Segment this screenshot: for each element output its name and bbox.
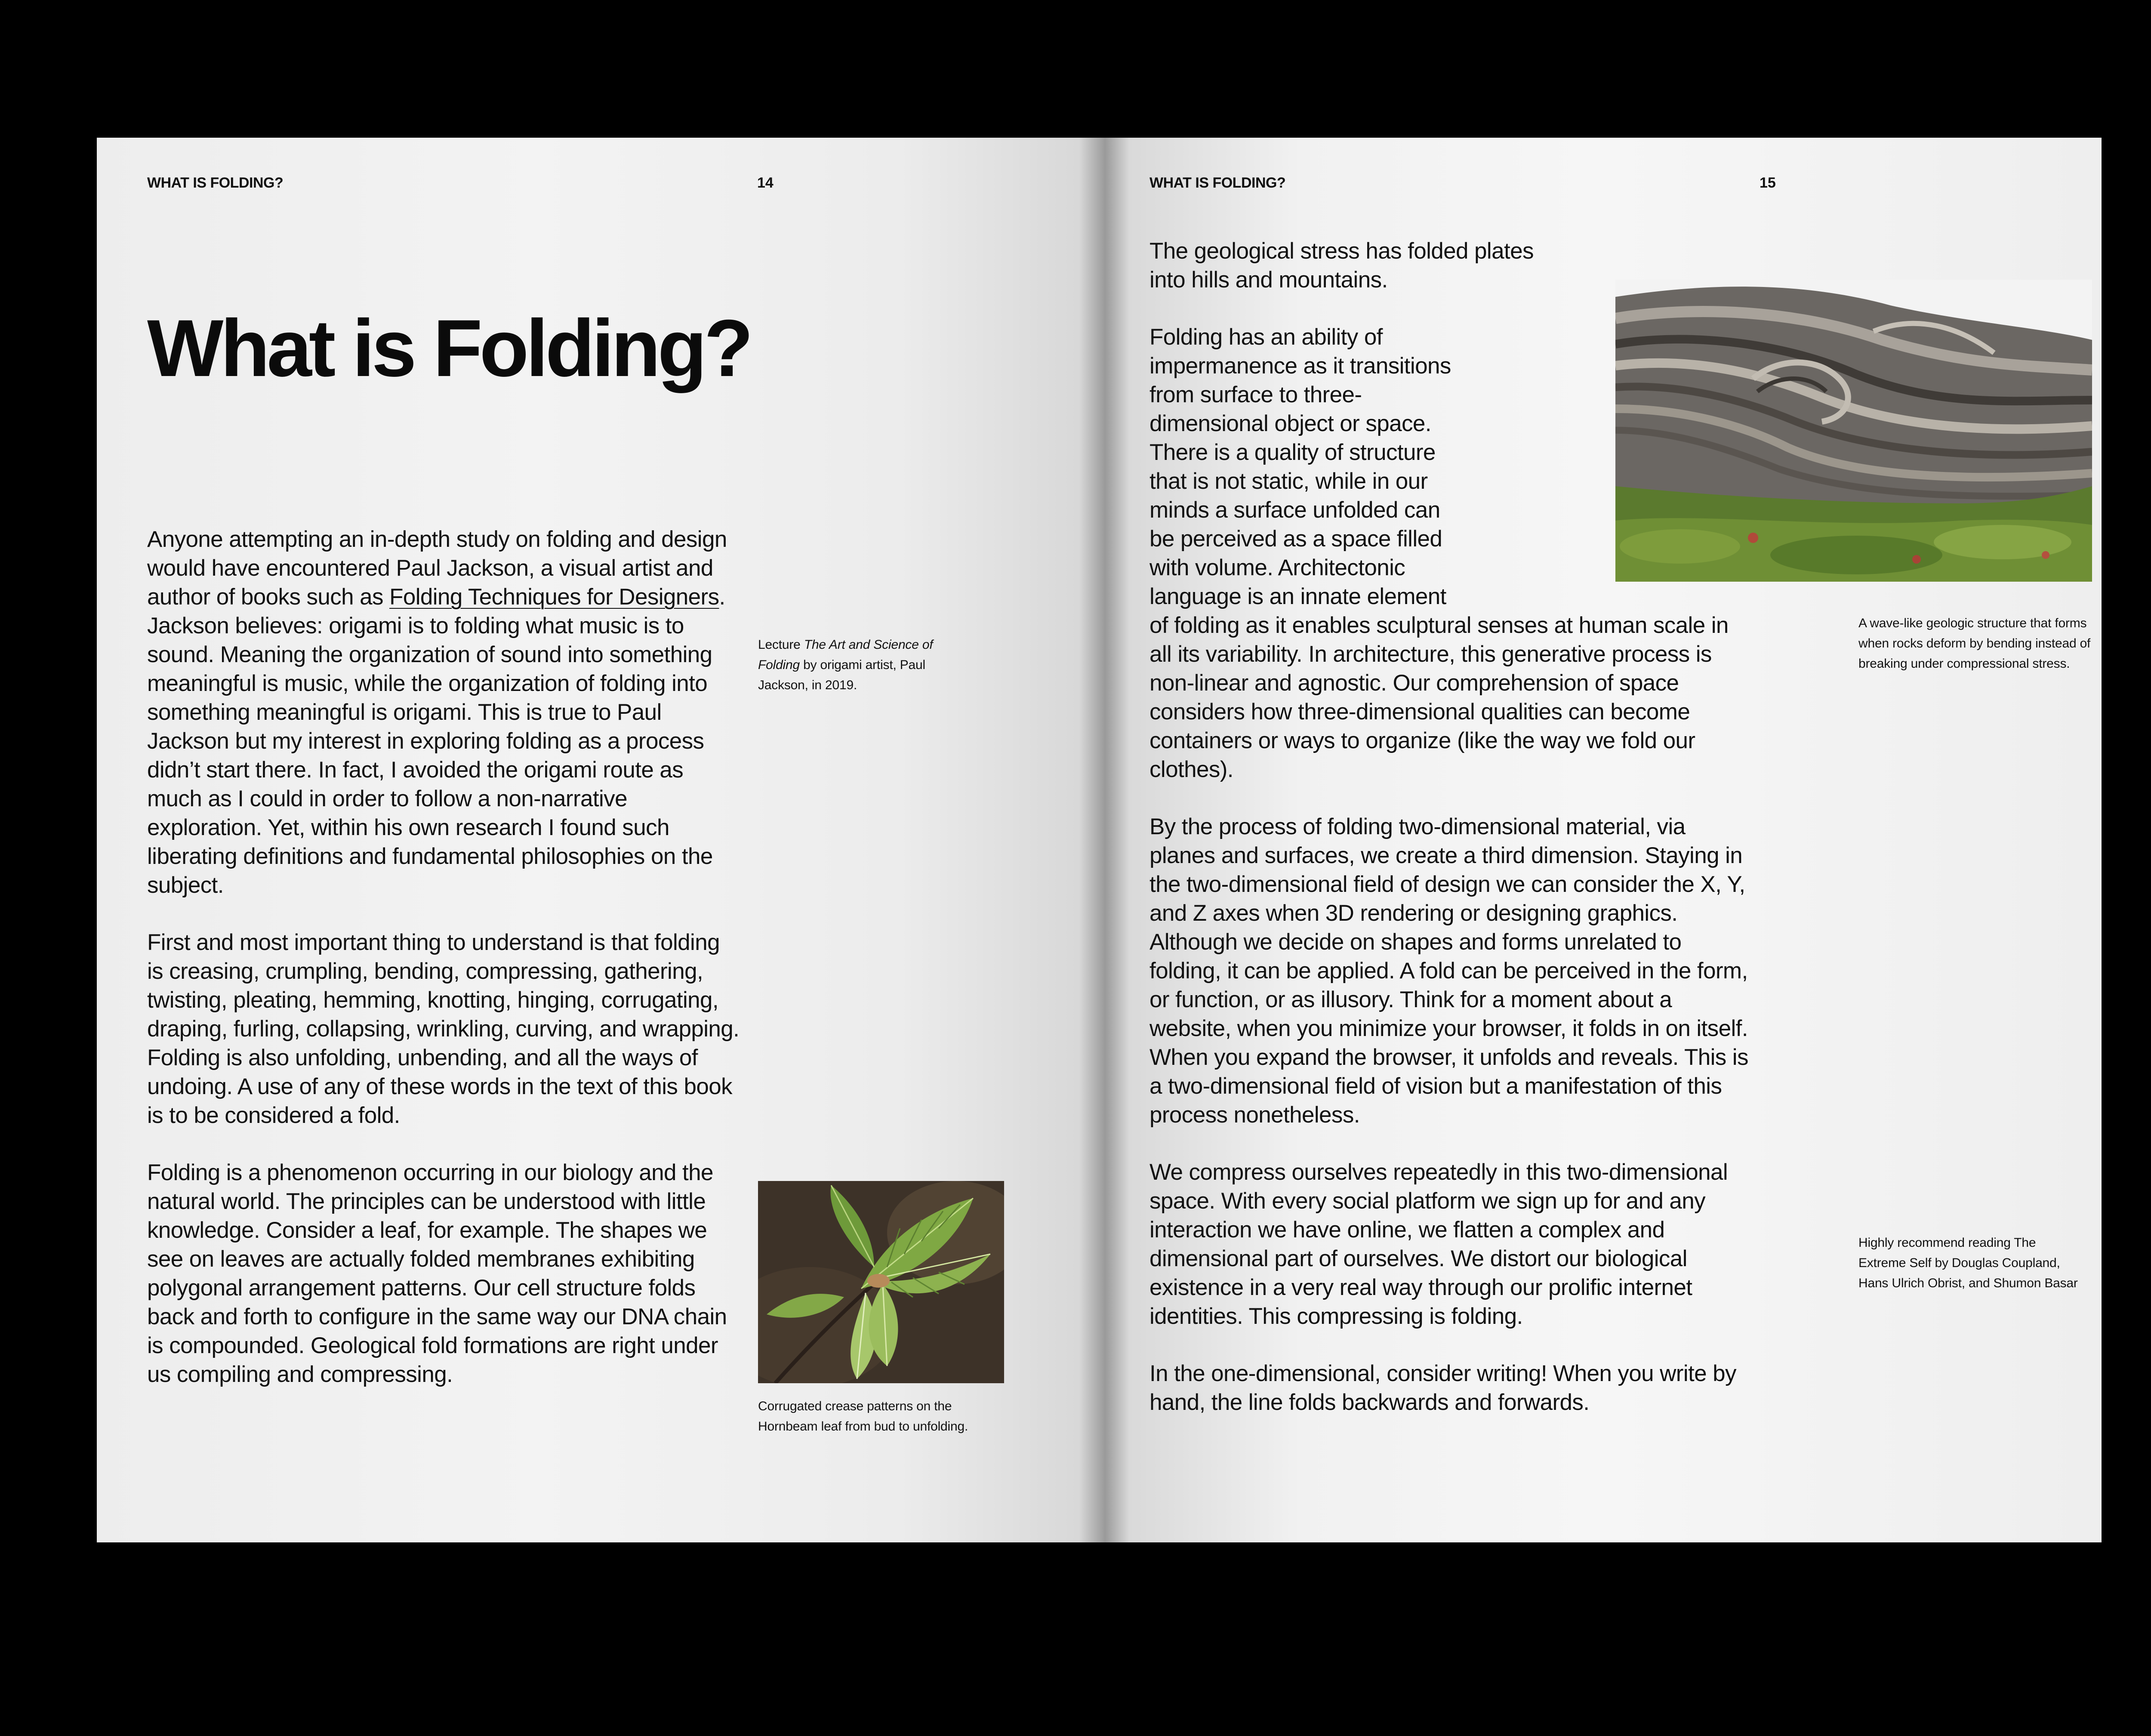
text-line: minds a surface unfolded can xyxy=(1149,497,1440,523)
text-line: with volume. Architectonic xyxy=(1149,555,1405,580)
page-title: What is Folding? xyxy=(147,303,751,393)
text-line: dimensional object or space. xyxy=(1149,411,1431,436)
body-paragraph: Folding is a phenomenon occurring in our biology and the natural world. The principles can be understood with little knowledge. Consider a leaf, for example. The shapes we see on leaves are actually folded membranes exhibiting polygonal arrangement patterns. Our cell structure folds back and forth to configure in the same way our DNA chain is compounded. Geological fold formations are right under us compiling and compressing. xyxy=(147,1160,727,1387)
text-line: from surface to three- xyxy=(1149,382,1362,407)
text-line: Folding has an ability of xyxy=(1149,324,1383,350)
left-page xyxy=(97,138,1099,1542)
caption-title: The Art and Science of Folding xyxy=(758,638,933,672)
body-paragraph: By the process of folding two-dimensional material, via planes and surfaces, we create a third dimension. Staying in the two-dimensional field of design we can consider the X, Y, and Z axes when 3D rendering or designing graphics. Although we decide on shapes and forms unrelated to folding, it can be applied. A fold can be perceived in the form, or function, or as illusory. Think for a moment about a website, when you minimize your browser, it folds in on itself. When you expand the browser, it unfolds and reveals. This is a two-dimensional field of vision but a manifestation of this process nonetheless. xyxy=(1149,814,1748,1128)
body-paragraph xyxy=(147,525,741,900)
page-number: 15 xyxy=(1760,175,1776,191)
caption-text: by origami artist, Paul Jackson, in 2019. xyxy=(758,658,925,692)
body-paragraph: The geological stress has folded plates into hills and mountains. xyxy=(1149,238,1534,293)
leaf-photo-caption: Corrugated crease patterns on the Hornbeam leaf from bud to unfolding. xyxy=(758,1399,968,1434)
book-title-link[interactable]: Folding Techniques for Designers xyxy=(389,584,719,610)
body-text-column xyxy=(147,525,741,1417)
sidenote-caption xyxy=(758,635,973,695)
page-number: 14 xyxy=(757,175,773,191)
paragraph-text: . Jackson believes: origami is to folding what music is to sound. Meaning the organization of sound into something meaningful is music, while the organization of folding into something meaningful is origami. This is true to Paul Jackson but my interest in exploring folding as a process didn’t start there. In fact, I avoided the origami route as much as I could in order to follow a non-narrative exploration. Yet, within his own research I found such liberating definitions and fundamental philosophies on the subject. xyxy=(147,584,725,898)
magazine-spread xyxy=(97,138,2102,1542)
paragraph-text: of folding as it enables sculptural senses at human scale in all its variability. In architecture, this generative process is non-linear and agnostic. Our comprehension of space considers how three-dimensional qualities can become containers or ways to organize (like the way we fold our clothes). xyxy=(1149,613,1729,782)
reading-recommendation-caption: Highly recommend reading The Extreme Self by Douglas Coupland, Hans Ulrich Obrist, and Shumon Basar xyxy=(1858,1236,2078,1290)
rock-photo-caption: A wave-like geologic structure that forms when rocks deform by bending instead of breaking under compressional stress. xyxy=(1858,616,2091,671)
running-head: WHAT IS FOLDING? xyxy=(1149,175,1286,191)
text-line: language is an innate element xyxy=(1149,584,1446,609)
paragraph-text: Anyone attempting an in-depth study on folding and design would have encountered Paul Jackson, a visual artist and author of books such as xyxy=(147,527,727,610)
folded-rock-photo xyxy=(1615,280,2092,582)
text-line: impermanence as it transitions xyxy=(1149,353,1451,379)
body-paragraph: We compress ourselves repeatedly in this two-dimensional space. With every social platform we sign up for and any interaction we have online, we flatten a complex and dimensional part of ourselves. We distort our biological existence in a very real way through our prolific internet identities. This compressing is folding. xyxy=(1149,1159,1728,1329)
running-head: WHAT IS FOLDING? xyxy=(147,175,284,191)
hornbeam-leaf-photo xyxy=(758,1181,1004,1383)
body-paragraph: First and most important thing to understand is that folding is creasing, crumpling, bending, compressing, gathering, twisting, pleating, hemming, knotting, hinging, corrugating, draping, furling, collapsing, wrinkling, curving, and wrapping. Folding is also unfolding, unbending, and all the ways of undoing. A use of any of these words in the text of this book is to be considered a fold. xyxy=(147,930,740,1128)
text-line: be perceived as a space filled xyxy=(1149,526,1442,552)
body-paragraph: In the one-dimensional, consider writing! When you write by hand, the line folds backwards and forwards. xyxy=(1149,1361,1736,1415)
caption-text: Lecture xyxy=(758,638,804,652)
text-line: There is a quality of structure xyxy=(1149,440,1436,465)
text-line: that is not static, while in our xyxy=(1149,469,1428,494)
right-page xyxy=(1099,138,2102,1542)
